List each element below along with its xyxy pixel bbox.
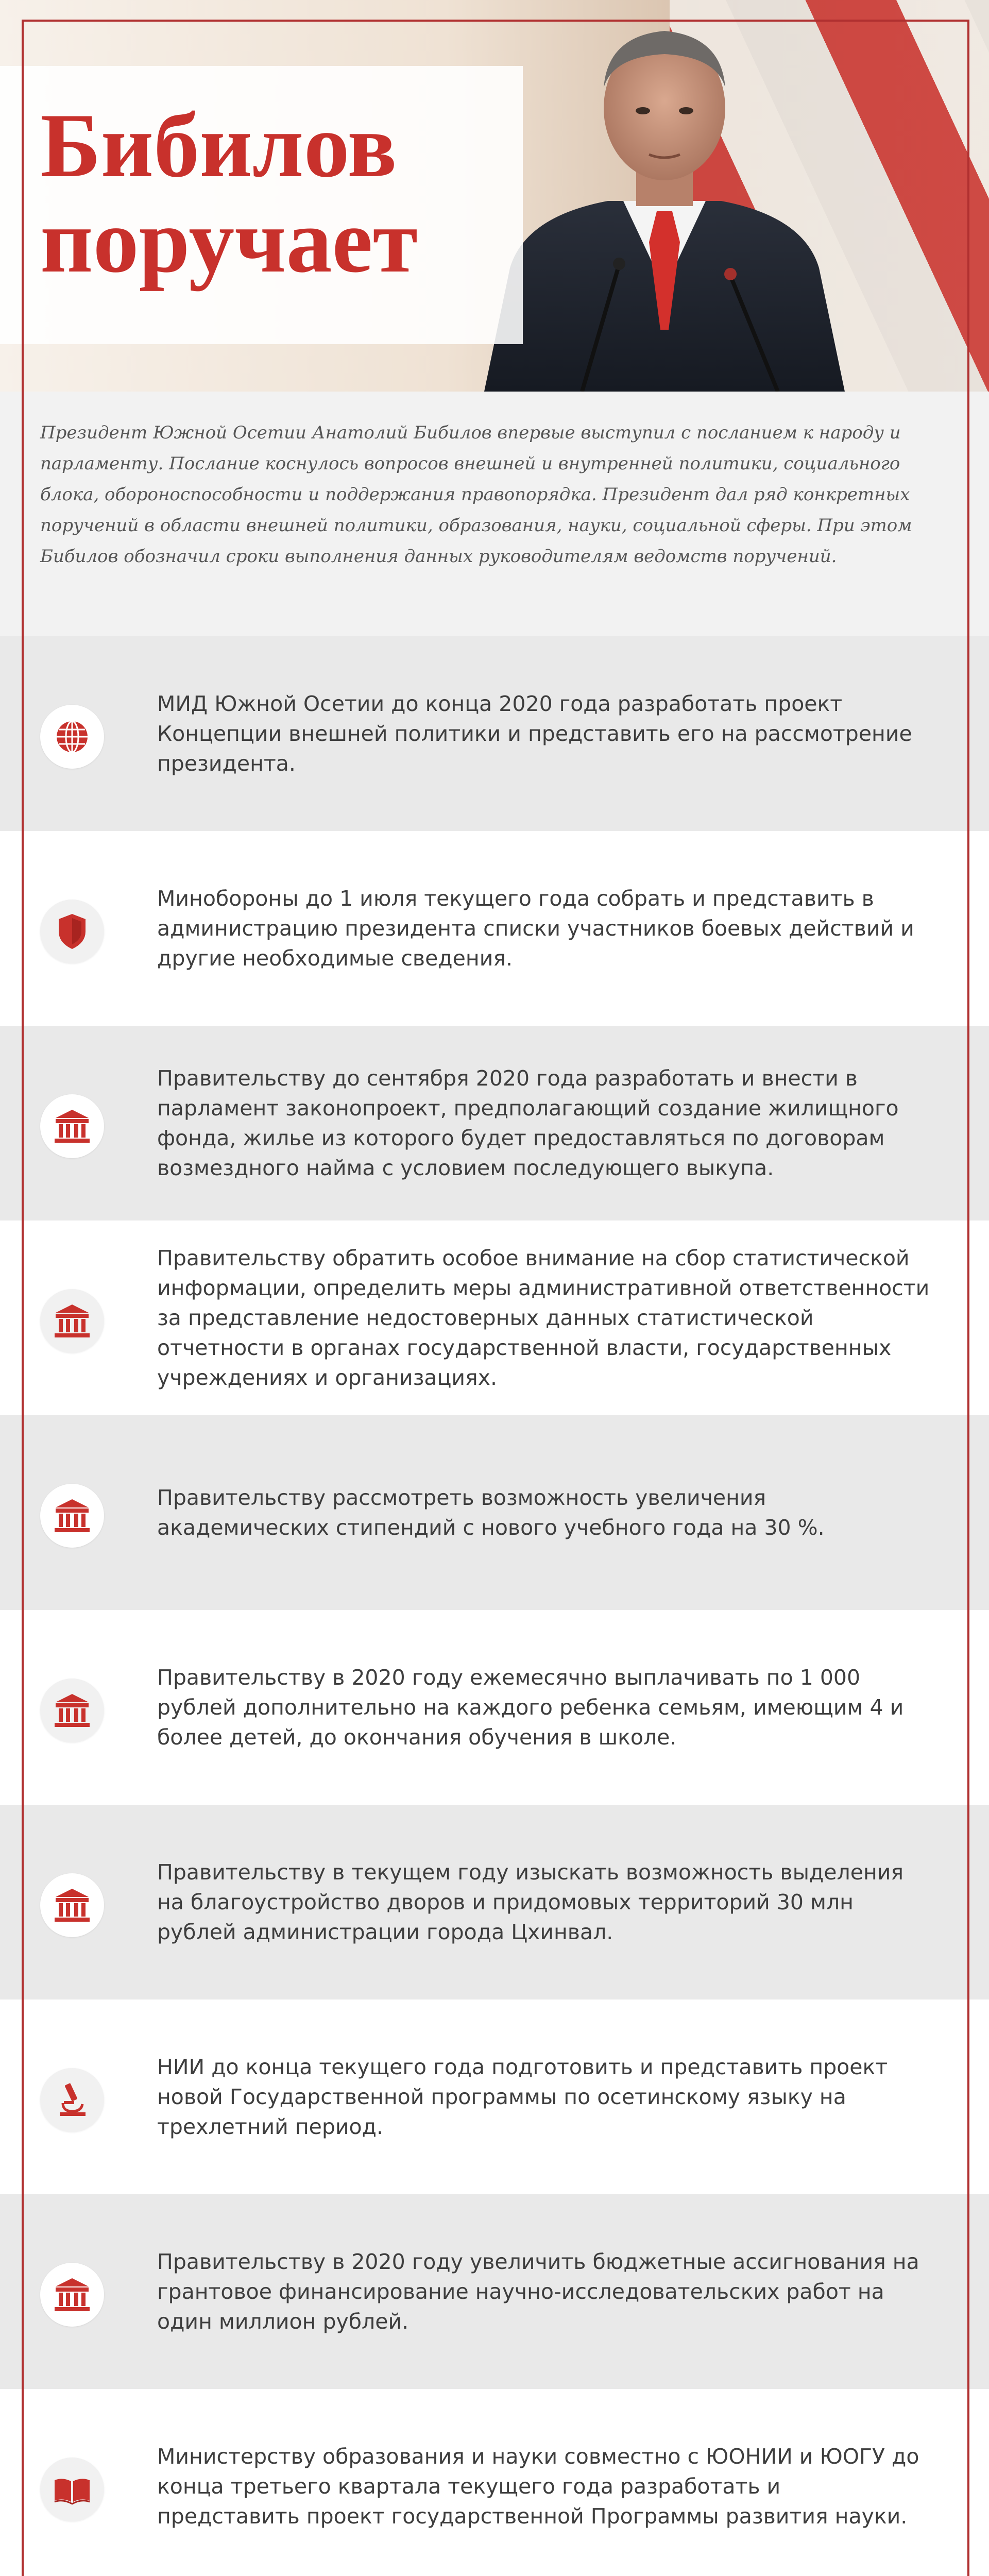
item-text: Министерству образования и науки совместно с ЮОНИИ и ЮОГУ до конца третьего квартала текущего года разработать и представить проект государственной Программы развития науки. — [157, 2444, 919, 2529]
government-building-icon — [40, 1289, 104, 1353]
list-item — [0, 1415, 989, 1610]
hero-banner — [0, 0, 989, 392]
government-building-icon — [40, 1679, 104, 1742]
list-item — [0, 1999, 989, 2194]
list-item — [0, 2194, 989, 2389]
shield-icon — [40, 900, 104, 963]
government-building-icon — [40, 2263, 104, 2327]
item-text: Правительству в 2020 году увеличить бюджетные ассигнования на грантовое финансирование научно-исследовательских работ на один миллион рублей. — [157, 2249, 919, 2334]
intro-text: Президент Южной Осетии Анатолий Бибилов впервые выступил с посланием к народу и парламенту. Послание коснулось вопросов внешней и внутренней политики, социального блока, обороноспособности и поддержания правопорядка. Президент дал ряд конкретных поручений в области внешней политики, образования, науки, социальной сферы. При этом Бибилов обозначил сроки выполнения данных руководителям ведомств поручений. — [40, 422, 912, 567]
list-item — [0, 1610, 989, 1805]
item-text: Минобороны до 1 июля текущего года собрать и представить в администрацию президента списки участников боевых действий и другие необходимые сведения. — [157, 886, 914, 971]
page-title — [40, 94, 418, 292]
item-text: Правительству в текущем году изыскать возможность выделения на благоустройство дворов и придомовых территорий 30 млн рублей администрации города Цхинвал. — [157, 1860, 904, 1944]
title-line-2: поручает — [40, 190, 418, 292]
microscope-icon — [40, 2068, 104, 2132]
list-item — [0, 636, 989, 831]
item-text: Правительству рассмотреть возможность увеличения академических стипендий с нового учебного года на 30 %. — [157, 1485, 825, 1540]
item-text: НИИ до конца текущего года подготовить и представить проект новой Государственной программы по осетинскому языку на трехлетний период. — [157, 2055, 888, 2139]
government-building-icon — [40, 1094, 104, 1158]
list-item — [0, 1221, 989, 1415]
list-item — [0, 1026, 989, 1221]
government-building-icon — [40, 1484, 104, 1548]
item-text: Правительству до сентября 2020 года разработать и внести в парламент законопроект, предполагающий создание жилищного фонда, жилье из которого будет предоставляться по договорам возмездного найма с условием последующего выкупа. — [157, 1066, 899, 1180]
list-item — [0, 1805, 989, 1999]
globe-icon — [40, 705, 104, 769]
item-text: Правительству в 2020 году ежемесячно выплачивать по 1 000 рублей дополнительно на каждого ребенка семьям, имеющим 4 и более детей, до окончания обучения в школе. — [157, 1665, 904, 1750]
title-line-1: Бибилов — [40, 94, 397, 196]
open-book-icon — [40, 2458, 104, 2521]
government-building-icon — [40, 1873, 104, 1937]
list-item — [0, 2389, 989, 2576]
intro-section — [0, 392, 989, 636]
list-item — [0, 831, 989, 1026]
item-text: Правительству обратить особое внимание на сбор статистической информации, определить меры административной ответственности за представление недостоверных данных статистической отчетности в органах государственной власти, государственных учреждениях и организациях. — [157, 1246, 930, 1390]
item-text: МИД Южной Осетии до конца 2020 года разработать проект Концепции внешней политики и представить его на рассмотрение президента. — [157, 691, 912, 776]
